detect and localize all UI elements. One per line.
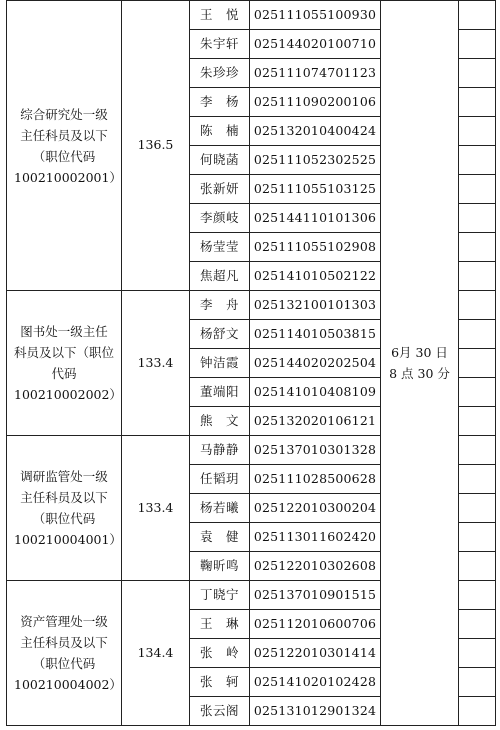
position-line: 100210002001）	[14, 169, 122, 185]
position-line: （职位代码	[32, 511, 96, 526]
position-line: 综合研究处一级	[20, 106, 108, 122]
ticket-number: 025132010400424	[253, 122, 377, 138]
min-score-cell	[122, 291, 190, 436]
ticket-cell	[250, 523, 381, 552]
position-line: 图书处一级主任	[20, 324, 108, 339]
position-line: （职位代码	[32, 148, 96, 164]
name-cell	[190, 494, 250, 523]
candidate-name: 鞠昕鸣	[199, 557, 239, 573]
note-cell	[459, 88, 496, 117]
ticket-number: 025122010300204	[253, 499, 377, 515]
name-cell	[190, 436, 250, 465]
note-cell	[459, 697, 496, 726]
ticket-cell	[250, 581, 381, 610]
position-description	[14, 466, 122, 550]
min-score-cell	[122, 581, 190, 726]
ticket-cell	[250, 494, 381, 523]
position-line: 100210004002）	[14, 677, 122, 692]
ticket-number: 025144020202504	[253, 354, 377, 370]
position-line: 资产管理处一级	[20, 614, 108, 629]
ticket-cell	[250, 291, 381, 320]
position-line: 100210004001）	[14, 532, 122, 547]
name-cell	[190, 30, 250, 59]
name-cell	[190, 320, 250, 349]
name-cell	[190, 639, 250, 668]
position-line: （职位代码	[32, 656, 96, 671]
ticket-number: 025114010503815	[253, 325, 377, 341]
position-line: 主任科员及以下	[20, 490, 108, 505]
ticket-cell	[250, 30, 381, 59]
ticket-number: 025111074701123	[253, 64, 377, 80]
ticket-cell	[250, 668, 381, 697]
name-cell	[190, 668, 250, 697]
name-cell	[190, 262, 250, 291]
position-description	[14, 611, 122, 695]
exam-clock: 8 点 30 分	[389, 366, 450, 381]
note-cell	[459, 523, 496, 552]
name-cell	[190, 291, 250, 320]
name-cell	[190, 610, 250, 639]
ticket-number: 025132020106121	[253, 412, 377, 428]
ticket-cell	[250, 146, 381, 175]
candidate-name: 杨莹莹	[199, 238, 239, 254]
ticket-number: 025137010301328	[253, 441, 377, 457]
min-score-cell	[122, 1, 190, 291]
candidate-name: 钟洁霞	[199, 354, 239, 370]
ticket-number: 025112010600706	[253, 615, 377, 631]
position-cell	[7, 436, 122, 581]
position-line: 科员及以下（职位	[14, 345, 115, 360]
ticket-cell	[250, 552, 381, 581]
ticket-number: 025111055102908	[253, 238, 377, 254]
ticket-cell	[250, 117, 381, 146]
note-cell	[459, 233, 496, 262]
ticket-number: 025111028500628	[253, 470, 377, 486]
note-cell	[459, 175, 496, 204]
position-line: 主任科员及以下	[20, 127, 108, 143]
name-cell	[190, 552, 250, 581]
name-cell	[190, 175, 250, 204]
ticket-cell	[250, 1, 381, 30]
note-cell	[459, 552, 496, 581]
position-line: 调研监管处一级	[20, 469, 108, 484]
min-score: 133.4	[137, 499, 174, 515]
candidate-name: 王 琳	[199, 615, 239, 631]
note-cell	[459, 407, 496, 436]
note-cell	[459, 465, 496, 494]
ticket-number: 025137010901515	[253, 586, 377, 602]
candidate-name: 张 轲	[199, 673, 239, 689]
name-cell	[190, 117, 250, 146]
ticket-number: 025144020100710	[253, 35, 377, 51]
position-description	[14, 104, 122, 188]
ticket-number: 025141020102428	[253, 673, 377, 689]
ticket-cell	[250, 407, 381, 436]
ticket-number: 025132100101303	[253, 296, 377, 312]
name-cell	[190, 697, 250, 726]
ticket-number: 025113011602420	[253, 528, 377, 544]
ticket-cell	[250, 175, 381, 204]
candidate-name: 焦超凡	[199, 267, 239, 283]
interview-roster-table	[6, 0, 496, 726]
candidate-name: 袁 健	[199, 528, 239, 544]
note-cell	[459, 204, 496, 233]
note-cell	[459, 668, 496, 697]
candidate-name: 李 杨	[199, 93, 239, 109]
name-cell	[190, 407, 250, 436]
note-cell	[459, 349, 496, 378]
exam-time	[389, 342, 450, 384]
note-cell	[459, 581, 496, 610]
position-description	[14, 321, 122, 405]
candidate-name: 任韬玥	[199, 470, 239, 486]
name-cell	[190, 204, 250, 233]
note-cell	[459, 494, 496, 523]
ticket-cell	[250, 378, 381, 407]
candidate-name: 李颜岐	[199, 209, 239, 225]
note-cell	[459, 436, 496, 465]
note-cell	[459, 146, 496, 175]
position-line: 主任科员及以下	[20, 635, 108, 650]
candidate-name: 朱宇轩	[199, 35, 239, 51]
ticket-cell	[250, 59, 381, 88]
ticket-cell	[250, 610, 381, 639]
exam-date: 6月 30 日	[391, 345, 448, 360]
ticket-number: 025122010302608	[253, 557, 377, 573]
candidate-name: 李 舟	[199, 296, 239, 312]
note-cell	[459, 59, 496, 88]
name-cell	[190, 88, 250, 117]
position-cell	[7, 581, 122, 726]
ticket-cell	[250, 349, 381, 378]
ticket-number: 025111055100930	[253, 6, 377, 22]
name-cell	[190, 59, 250, 88]
ticket-cell	[250, 436, 381, 465]
name-cell	[190, 1, 250, 30]
exam-time-cell	[381, 1, 459, 726]
ticket-cell	[250, 204, 381, 233]
min-score: 134.4	[137, 644, 174, 660]
document-page	[6, 0, 495, 729]
position-cell	[7, 291, 122, 436]
note-cell	[459, 320, 496, 349]
candidate-name: 朱珍珍	[199, 64, 239, 80]
note-cell	[459, 291, 496, 320]
ticket-number: 025131012901324	[253, 702, 377, 718]
name-cell	[190, 581, 250, 610]
candidate-name: 陈 楠	[199, 122, 239, 138]
candidate-name: 张新妍	[199, 180, 239, 196]
position-line: 100210002002）	[14, 387, 122, 402]
ticket-cell	[250, 262, 381, 291]
ticket-number: 025111090200106	[253, 93, 377, 109]
ticket-cell	[250, 697, 381, 726]
table-row	[7, 1, 496, 30]
candidate-name: 王 悦	[199, 6, 239, 22]
position-line: 代码	[51, 366, 77, 381]
ticket-cell	[250, 88, 381, 117]
candidate-name: 马静静	[199, 441, 239, 457]
note-cell	[459, 378, 496, 407]
ticket-number: 025141010502122	[253, 267, 377, 283]
note-cell	[459, 610, 496, 639]
candidate-name: 何晓菡	[199, 151, 239, 167]
ticket-number: 025122010301414	[253, 644, 377, 660]
candidate-name: 张云阁	[199, 702, 239, 718]
ticket-cell	[250, 320, 381, 349]
ticket-number: 025111052302525	[253, 151, 377, 167]
note-cell	[459, 1, 496, 30]
note-cell	[459, 262, 496, 291]
name-cell	[190, 523, 250, 552]
candidate-name: 张 岭	[199, 644, 239, 660]
candidate-name: 董端阳	[199, 383, 239, 399]
min-score: 133.4	[137, 354, 174, 370]
candidate-name: 熊 文	[199, 412, 239, 428]
position-cell	[7, 1, 122, 291]
name-cell	[190, 146, 250, 175]
candidate-name: 杨若曦	[199, 499, 239, 515]
candidate-name: 杨舒文	[199, 325, 239, 341]
ticket-cell	[250, 639, 381, 668]
min-score-cell	[122, 436, 190, 581]
min-score: 136.5	[137, 137, 174, 153]
name-cell	[190, 349, 250, 378]
note-cell	[459, 639, 496, 668]
ticket-cell	[250, 233, 381, 262]
name-cell	[190, 233, 250, 262]
ticket-cell	[250, 465, 381, 494]
candidate-name: 丁晓宁	[199, 586, 239, 602]
ticket-number: 025144110101306	[253, 209, 377, 225]
name-cell	[190, 465, 250, 494]
roster-body	[7, 1, 496, 726]
note-cell	[459, 117, 496, 146]
ticket-number: 025141010408109	[253, 383, 377, 399]
ticket-number: 025111055103125	[253, 180, 377, 196]
name-cell	[190, 378, 250, 407]
note-cell	[459, 30, 496, 59]
